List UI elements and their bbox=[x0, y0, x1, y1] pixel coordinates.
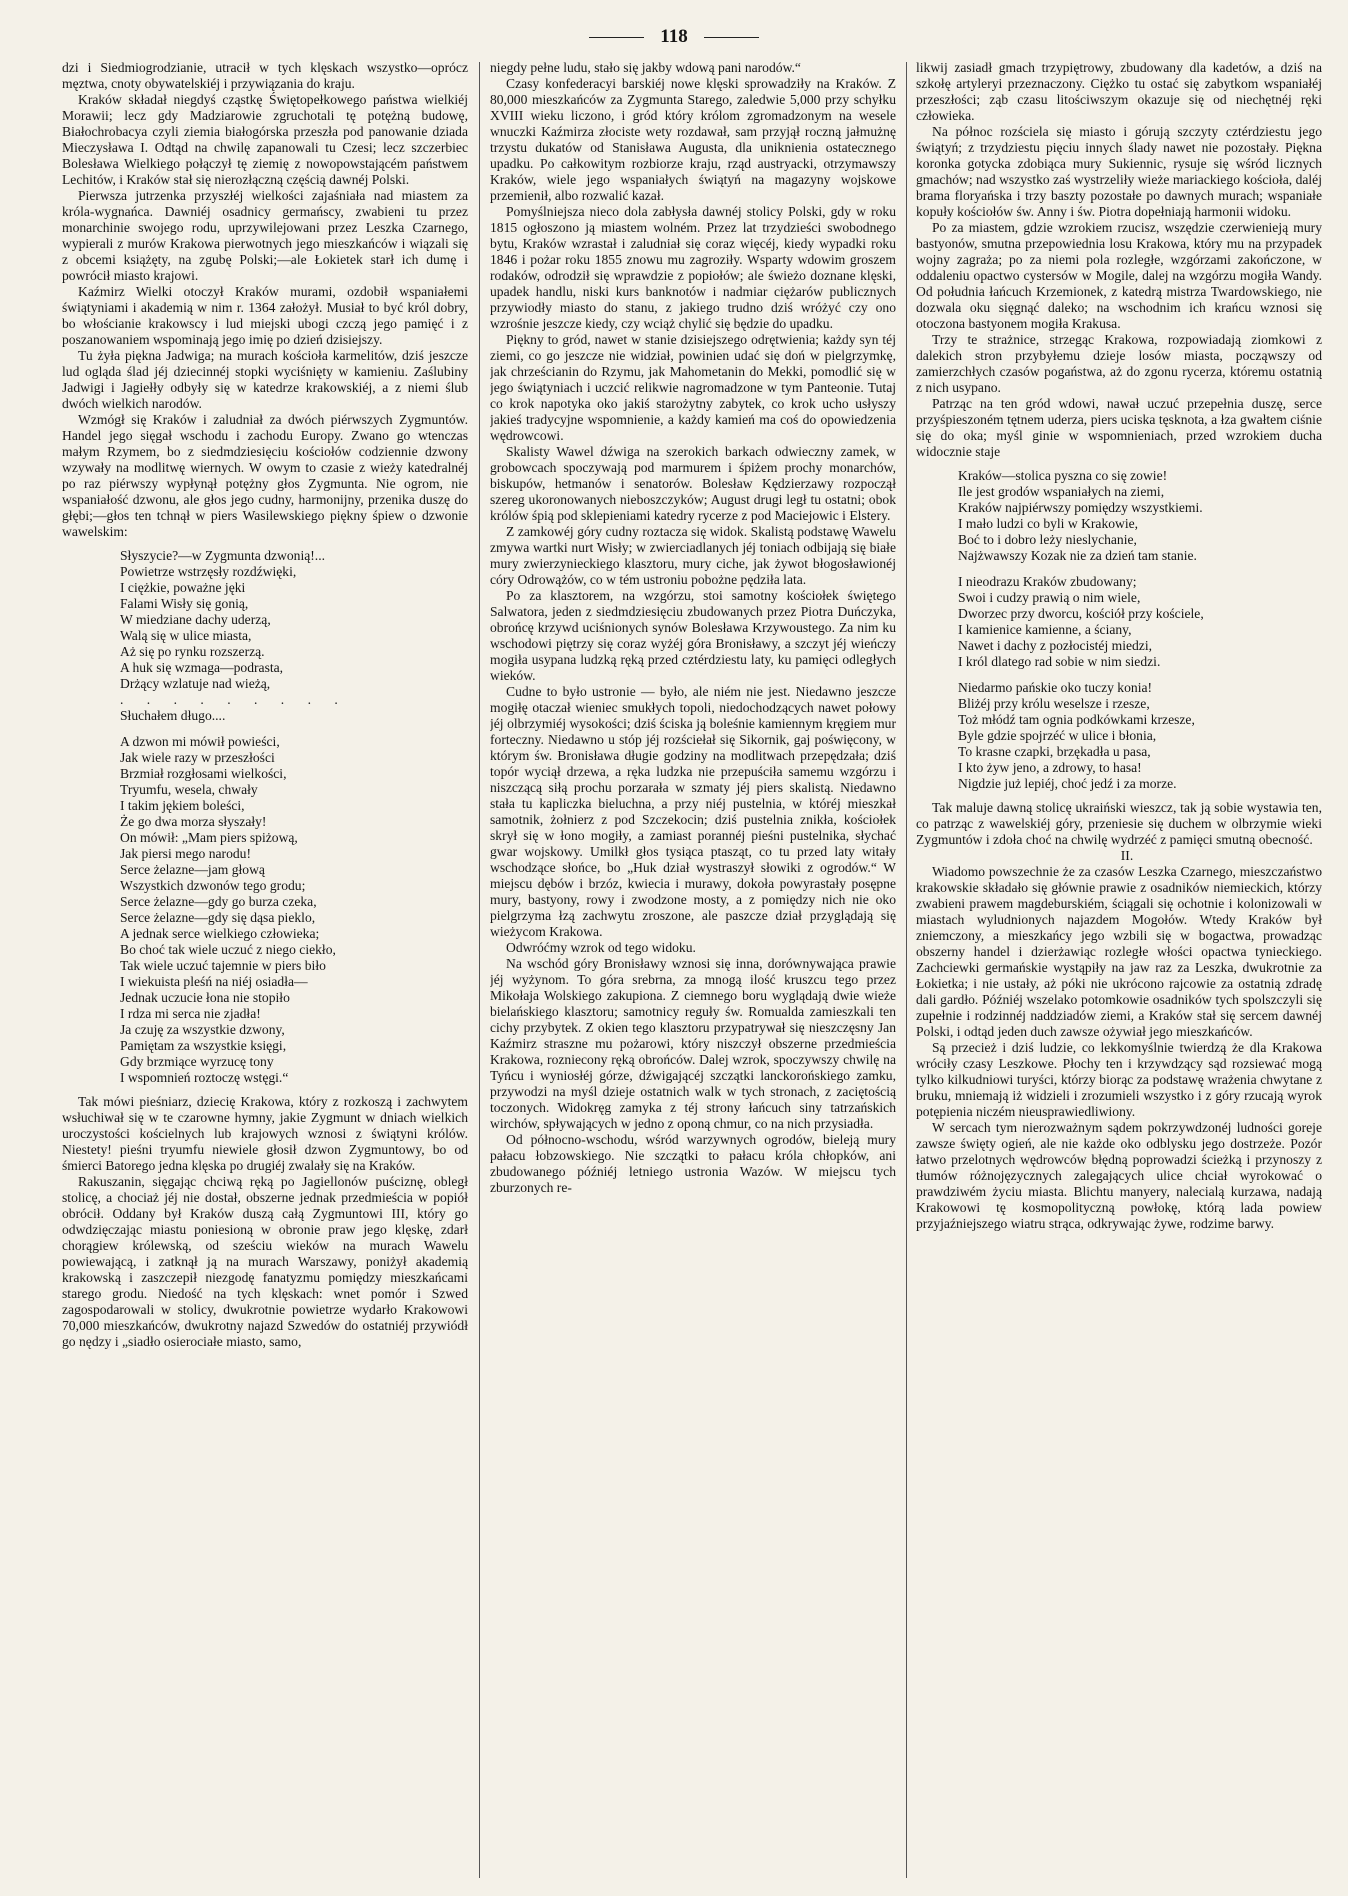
paragraph: Tu żyła piękna Jadwiga; na murach kościoła karmelitów, dziś jeszcze lud ogląda ślad jéj dziecinnéj stopki wyciśnięty w kamieniu. Zaślubiny Jadwigi i Jagiełły odbyły się w katedrze krakowskiéj, a z niemi ślub dwóch wielkich narodów. bbox=[62, 348, 468, 411]
poem-line: Pamiętam za wszystkie księgi, bbox=[120, 1038, 287, 1053]
paragraph: Skalisty Wawel dźwiga na szerokich barkach odwieczny zamek, w grobowcach spoczywają pod marmurem i śpiżem prochy monarchów, biskupów, hetmanów i senatorów. Bolesław Kędzierzawy rozpoczął szereg ukoronowanych nieboszczyków; August drugi legł tu ostatni; obok królów śpią pod sklepieniami katedry rycerze z pod Maciejowic i Elstery. bbox=[490, 444, 896, 523]
poem-line: Walą się w ulice miasta, bbox=[120, 628, 252, 643]
poem-line: Gdy brzmiące wyrzucę tony bbox=[120, 1054, 274, 1069]
page-number: 118 bbox=[660, 26, 688, 47]
poem-line: I wiekuista pleśń na niéj osiadła— bbox=[120, 974, 308, 989]
poem-line: Serce żelazne—jam głową bbox=[120, 862, 265, 877]
header-rule-left bbox=[589, 37, 644, 38]
text-column-2 bbox=[490, 60, 896, 1880]
header-rule-right bbox=[704, 37, 759, 38]
poem-line: I mało ludzi co byli w Krakowie, bbox=[958, 516, 1139, 531]
poem-line: Byle gdzie spojrzéć w ulice i błonia, bbox=[958, 728, 1157, 743]
page-header bbox=[0, 22, 1348, 52]
paragraph: Na północ rozściela się miasto i górują szczyty cztérdziestu jego świątyń; z trzydziestu pięciu innych ślady nawet nie pozostały. Piękna koronka gotycka zdobiąca mury Sukiennic, rysuje się wśród licznych gmachów; nad wszystko zaś wystrzeliły wieże mariackiego kościoła, daléj brama floryańska i trzy baszty pozostałe po dawnych murach; wspaniałe kopuły kościołów św. Anny i św. Piotra dopełniają harmonii widoku. bbox=[916, 124, 1322, 219]
poem-line: A dzwon mi mówił powieści, bbox=[120, 734, 280, 749]
poem-line: A jednak serce wielkiego człowieka; bbox=[120, 926, 320, 941]
poem-line: I nieodrazu Kraków zbudowany; bbox=[958, 574, 1137, 589]
poem-line: Dworzec przy dworcu, kościół przy kościele, bbox=[958, 606, 1204, 621]
poem-line: Tryumfu, wesela, chwały bbox=[120, 782, 258, 797]
poem-line: Że go dwa morza słyszały! bbox=[120, 814, 267, 829]
poem-line: Ja czuję za wszystkie dzwony, bbox=[120, 1022, 285, 1037]
paragraph: niegdy pełne ludu, stało się jakby wdową pani narodów.“ bbox=[490, 60, 801, 75]
paragraph: Po za klasztorem, na wzgórzu, stoi samotny kościołek świętego Salwatora, jeden z siedmdziesięciu zbudowanych przez Piotra Duńczyka, obrońcę krzywd uciśnionych synów Bolesława Krzywoustego. Za nim ku wschodowi piętrzy się coraz wyżéj góra Bronisławy, a szczyt jéj wieńczy mogiła usypana ludzką ręką przed cztérdziestu laty, ku pamięci odległych wieków. bbox=[490, 588, 896, 683]
poem-line: W miedziane dachy uderzą, bbox=[120, 612, 271, 627]
poem-line: I takim jękiem boleści, bbox=[120, 798, 245, 813]
poem-line: Serce żelazne—gdy go burza czeka, bbox=[120, 894, 317, 909]
poem-line: I kto żyw jeno, a zdrowy, to hasa! bbox=[958, 760, 1142, 775]
poem-line: Nawet i dachy z pozłocistéj miedzi, bbox=[958, 638, 1153, 653]
paragraph: dzi i Siedmiogrodzianie, utracił w tych klęskach wszystko—oprócz męztwa, cnoty obywatelskiéj i przywiązania do kraju. bbox=[62, 60, 468, 91]
paragraph: Wzmógł się Kraków i zaludniał za dwóch piérwszych Zygmuntów. Handel jego sięgał wschodu i zachodu Europy. Zwano go wtenczas małym Rzymem, bo z siedmdziesięciu kościołów codziennie dzwony wzywały na modlitwę wiernych. W owym to czasie z wieży katedralnéj po raz piérwszy wypłynął potężny głos Zygmunta. Nie ogrom, nie wspaniałość dzwonu, ale głos jego cudny, harmonijny, przenika duszę do głębi;—głos ten tchnął w piers Wasilewskiego piękny śpiew o dzwonie wawelskim: bbox=[62, 412, 468, 539]
paragraph: Z zamkowéj góry cudny roztacza się widok. Skalistą podstawę Wawelu zmywa wartki nurt Wisły; w zwierciadlanych jéj toniach odbijają się białe mury zwierzynieckiego klasztoru, mury ciche, jak żywot błogosławionéj córy Odrowążów, co w tém ustroniu pobożne pędziła lata. bbox=[490, 524, 896, 587]
column-divider bbox=[906, 62, 907, 1878]
poem-line: Ile jest grodów wspaniałych na ziemi, bbox=[958, 484, 1165, 499]
paragraph: Kaźmirz Wielki otoczył Kraków murami, ozdobił wspaniałemi świątyniami i akademią w nim r. 1364 założył. Musiał to być król dobry, bo włościanie krakowscy i lud miejski ubogi czczą jego pamięć i z poszanowaniem wspominają jego imię po dzień dzisiejszy. bbox=[62, 284, 468, 347]
poem-line: Niedarmo pańskie oko tuczy konia! bbox=[958, 680, 1153, 695]
poem-line: Słuchałem długo.... bbox=[120, 708, 226, 723]
paragraph: Odwróćmy wzrok od tego widoku. bbox=[506, 940, 696, 955]
poem-line: Boć to i dobro leży nieslychanie, bbox=[958, 532, 1137, 547]
poem bbox=[62, 548, 468, 1086]
poem-line: I wspomnień roztoczę wstęgi.“ bbox=[120, 1070, 289, 1085]
poem-line: I rdza mi serca nie zjadła! bbox=[120, 1006, 261, 1021]
paragraph: Po za miastem, gdzie wzrokiem rzucisz, wszędzie czerwienieją mury bastyonów, smutna przepowiednia losu Krakowa, który mu na przypadek wojny zagraża; po za niemi pola rozległe, wzgórzami zakończone, w oddaleniu opactwo cystersów w Mogile, dalej na wzgórzu mogiła Wandy. Od południa łańcuch Krzemionek, z katedrą mistrza Twardowskiego, nie dozwala oku sięgnąć daleko; na wschodnim ich krańcu wznosi się otoczona bastyonem mogiła Krakusa. bbox=[916, 220, 1322, 331]
poem-line: Drżący wzlatuje nad wieżą, bbox=[120, 676, 271, 691]
poem-line: Aż się po rynku rozszerzą. bbox=[120, 644, 265, 659]
stanza-break bbox=[958, 564, 1322, 574]
poem-line: I król dlatego rad sobie w nim siedzi. bbox=[958, 654, 1161, 669]
paragraph: Piękny to gród, nawet w stanie dzisiejszego odrętwienia; każdy syn téj ziemi, co go jeszcze nie widział, powinien udać się doń w pielgrzymkę, jak chrześcianin do Rzymu, jak Mahometanin do Mekki, pomodlić się w jego świątyniach i uczcić relikwie nagromadzone w tym Panteonie. Tutaj co krok napotyka oko jakiś starożytny zabytek, co krok ucho usłyszy jakieś tradycyjne wspomnienie, a każdy kamień ma coś do opowiedzenia wędrowcowi. bbox=[490, 332, 896, 443]
stanza-break bbox=[120, 724, 468, 734]
paragraph: Kraków składał niegdyś cząstkę Świętopełkowego państwa wielkiéj Morawii; lecz gdy Madziarowie zgruchotali tę potężną budowę, Białochrobacya czyli ziemia białogórska przeszła pod panowanie dziada Mieczysława I. Odtąd na chwilę zapanowali tu Czesi; lecz szczerbiec Bolesława Wielkiego połączył tę ziemię z nowopowstającém państwem Lechitów, i Kraków stał się nierozłączną częścią dawnéj Polski. bbox=[62, 92, 468, 187]
column-divider bbox=[479, 62, 480, 1878]
poem-line: Jednak uczucie łona nie stopiło bbox=[120, 990, 290, 1005]
poem-line: . . . . . . . . . bbox=[120, 692, 348, 707]
poem-line: Kraków—stolica pyszna co się zowie! bbox=[958, 468, 1168, 483]
paragraph: Patrząc na ten gród wdowi, nawał uczuć przepełnia duszę, serce przyśpieszoném tętnem uderza, piers uciska tęsknota, a łza gwałtem ciśnie się do oka; myśl ginie w wspomnieniach, przed wzrokiem ducha widocznie staje bbox=[916, 396, 1322, 459]
stanza-break bbox=[958, 670, 1322, 680]
poem-line: Najżwawszy Kozak nie za dzień tam stanie. bbox=[958, 548, 1197, 563]
poem-line: I kamienice kamienne, a ściany, bbox=[958, 622, 1132, 637]
poem-line: Falami Wisły się gonią, bbox=[120, 596, 249, 611]
paragraph: Rakuszanin, sięgając chciwą ręką po Jagiellonów puściznę, obległ stolicę, a chociaż jéj nie dostał, obszerne jednak przedmieścia w popiół obrócił. Oddany był Kraków duszą całą Zygmuntowi III, który go odwdzięczając miastu poniesioną w obronie praw jego klęskę, zdarł chorągiew królewską, od sześciu wieków na murach Wawelu powiewającą, i zatknął ją na murach Warszawy, poniżył akademią krakowską i zaszczepił niezgodę fanatyzmu pomiędzy mieszkańcami starego grodu. Niedość na tych klęskach: wnet pomór i Szwed zagospodarowali w stolicy, dwukrotnie powietrze wydarło Krakowowi 70,000 mieszkańców, dwukrotny najazd Szwedów do ostatniéj przywiódł go nędzy i „siadło osierociałe miasto, samo, bbox=[62, 1174, 468, 1349]
paragraph: Na wschód góry Bronisławy wznosi się inna, dorównywająca prawie jéj wyżynom. To góra srebrna, za mnogą ilość kruszcu tego przez Mikołaja Wolskiego zakupiona. Z ciemnego boru wyglądają dwie wieże bielańskiego klasztoru; samotnicy reguły św. Romualda zamieszkali ten cichy przybytek. Z okien tego klasztoru przypatrywał się nieszczęsny Jan Kaźmirz straszne mu pożarowi, który niszczył obszerne przedmieścia Krakowa, rozniecony ręką obrońców. Dalej wzrok, spoczywszy chwilę na Tyńcu i wyniosłéj górze, dźwigającéj szczątki lanckorońskiego zamku, przywodzi na myśl dzieje ostatnich walk w tych stronach, z zaciętością toczonych. Widokręg zamyka z téj strony łańcuch siny tatrzańskich wirchów, spływających w jedno z oponą chmur, co na nich przysiadła. bbox=[490, 956, 896, 1131]
poem-line: Brzmiał rozgłosami wielkości, bbox=[120, 766, 287, 781]
poem bbox=[916, 468, 1322, 792]
section-heading: II. bbox=[1120, 848, 1134, 863]
poem-line: Jak piersi mego narodu! bbox=[120, 846, 251, 861]
paragraph: Cudne to było ustronie — było, ale niém nie jest. Niedawno jeszcze mogiłę otaczał wieniec smukłych topoli, niedochodzących nawet połowy jéj olbrzymiéj wysokości; dziś ściska ją boleśnie kamiennym kręgiem mur forteczny. Niedawno u stóp jéj rozściełał się Sikornik, gaj poświęcony, w którym św. Bronisława długie godziny na modlitwach przepędzała; dziś topór wyciął drzewa, a ręka ludzka nie przepuściła samemu wzgórzu i niszczącą siłą prochu porzarała w szmaty jéj piers skalistą. Niedawno stała tu kapliczka bieluchna, a przy niéj pustelnia, w któréj mieszkał samotnik, żołnierz z pod Szczekocin; dziś pustelnia znikła, kościołek skrył się w łono mogiły, a zamiast porannéj pieśni pustelnika, słychać gwar wojskowy. Umilkł głos tysiąca ptasząt, co tu przed laty witały wschodzące słońce, bo „Huk dział wystraszył słowiki z ogrodów.“ W miejscu dębów i brzóz, kwiecia i murawy, dokoła powyrastały posępne mury, bastyony, rowy i zwodzone mosty, a z pomiędzy nich nie oko pielgrzyma łzą zachwytu zroszone, ale paszcze dział przyglądają się wieżycom Krakowa. bbox=[490, 684, 896, 939]
paragraph: Pomyślniejsza nieco dola zabłysła dawnéj stolicy Polski, gdy w roku 1815 ogłoszono ją miastem wolném. Przez lat trzydzieści swobodnego bytu, Kraków wzrastał i zaludniał się coraz więcéj, kiedy wypadki roku 1846 i pożar roku 1855 znowu mu zagroziły. Wsparty wdowim groszem rodaków, odrodził się wprawdzie z popiołów; ale świeżo doznane klęski, upadek handlu, niski kurs banknotów i nadmiar ciężarów publicznych przywiodły miasto do stanu, z jakiego trudno dziś wróżyć czy ono wzrośnie jeszcze kiedy, czy wciąż chylić się będzie do upadku. bbox=[490, 204, 896, 331]
paragraph: W sercach tym nierozważnym sądem pokrzywdzonéj ludności goreje zawsze święty ogień, ale nie każde oko odblysku jego dostrzeże. Pozór łatwo przelotnych wędrowców błędną poprowadzi ścieżką i przynoszy z tłumów różnojęzycznych zalegających ulice chciał wyrokować o prawdziwém życiu miasta. Blichtu manyery, nalecialą kurzawa, nadają Krakowowi tę kosmopolityczną powłokę, którą lada powiew przyjaźniejszego wiatru strąca, odkrywając żywe, rodzime barwy. bbox=[916, 1120, 1322, 1231]
paragraph: Trzy te strażnice, strzegąc Krakowa, rozpowiadają ziomkowi z dalekich stron przybyłemu dzieje losów miasta, począwszy od zamierzchłych czasów pogaństwa, aż do zgonu rycerza, któremu ostatnią z nich usypano. bbox=[916, 332, 1322, 395]
poem-line: Powietrze wstrzęsły rozdźwięki, bbox=[120, 564, 297, 579]
poem-line: A huk się wzmaga—podrasta, bbox=[120, 660, 284, 675]
poem-line: Bo choć tak wiele uczuć z niego ciekło, bbox=[120, 942, 336, 957]
poem-line: Serce żelazne—gdy się dąsa pieklo, bbox=[120, 910, 316, 925]
paragraph: Tak maluje dawną stolicę ukraiński wieszcz, tak ją sobie wystawia ten, co patrząc z wawelskiéj góry, przeniesie się duchem w olbrzymie wieki Zygmuntów i zdoła choć na chwilę wydrzéć z pamięci smutną obecność. bbox=[916, 800, 1322, 847]
paragraph: Czasy konfederacyi barskiéj nowe klęski sprowadziły na Kraków. Z 80,000 mieszkańców za Zygmunta Starego, zaledwie 5,000 przy schyłku XVIII wieku liczono, i gród który królom zgromadzonym na wesele wnuczki Kaźmirza złociste wety rozdawał, sam przyjął roczną jałmużnę trzystu dukatów od Stanisława Augusta, dla uniknienia ostatecznego upadku. Po całkowitym rozbiorze kraju, rząd austryacki, otrzymawszy Kraków, wiele jego wspaniałych świątyń na magazyny wojskowe przemienił, albo rozwalić kazał. bbox=[490, 76, 896, 203]
paragraph: Są przecież i dziś ludzie, co lekkomyślnie twierdzą że dla Krakowa wróciły czasy Leszkowe. Płochy ten i krzywdzący sąd rozsiewać mogą tylko kilkudniowi turyści, którzy biorąc za podstawę wrażenia chwytane z bruku, mniemają iż widzieli i zrozumieli wszystko i z góry rzucają wyrok potępienia niczém nieusprawiedliwiony. bbox=[916, 1040, 1322, 1119]
paragraph: Od północno-wschodu, wśród warzywnych ogrodów, bieleją mury pałacu łobzowskiego. Nie szczątki to pałacu króla chłopków, ani zbudowanego późniéj letniego ustronia Wazów. W miejscu tych zburzonych re- bbox=[490, 1132, 896, 1195]
poem-line: Jak wiele razy w przeszłości bbox=[120, 750, 275, 765]
poem-line: I ciężkie, poważne jęki bbox=[120, 580, 246, 595]
paragraph: likwij zasiadł gmach trzypiętrowy, zbudowany dla kadetów, a dziś na szkołę artyleryi przeznaczony. Ciężko tu ostać się zabytkom wspaniałéj przeszłości; ząb czasu litościwszym okazuje się od niechętnéj ręki człowieka. bbox=[916, 60, 1322, 123]
poem-line: Tak wiele uczuć tajemnie w piers biło bbox=[120, 958, 326, 973]
poem-line: Wszystkich dzwonów tego grodu; bbox=[120, 878, 306, 893]
paragraph: Pierwsza jutrzenka przyszłéj wielkości zajaśniała nad miastem za króla-wygnańca. Dawniéj osadnicy germańscy, zwabieni tu przez monarchinie swojego rodu, uprzywilejowani przez Leszka Czarnego, wypierali z murów Krakowa pierwotnych jego mieszkańców i wiązali się z obcemi książęty, na zgubę Polski;—ale Łokietek starł ich dumę i powrócił miasto krajowi. bbox=[62, 188, 468, 283]
poem-line: On mówił: „Mam piers spiżową, bbox=[120, 830, 298, 845]
poem-line: Nigdzie już lepiéj, choć jedź i za morze. bbox=[958, 776, 1177, 791]
paragraph: Wiadomo powszechnie że za czasów Leszka Czarnego, mieszczaństwo krakowskie składało się głównie prawie z osadników niemieckich, którzy zwabieni prawem magdeburskiém, ściągali się ochotnie i kolonizowali w miastach wyludnionych najazdem Mogołów. Wtedy Kraków był zniemczony, a mieszkańcy jego wzbili się w bogactwa, prowadząc obszerny handel i dzierżawiąc rozległe włości opactwa tynieckiego. Zachciewki germańskie wystąpiły na jaw raz za Leszka, dwukrotnie za Łokietka; i nie ustały, aż póki nie ukrócono rajcowie za ostatnią zdradę dali gardło. Późniéj wszelako potomkowie osadników tych spolszczyli się zupełnie i rodzinnéj naddziadów ziemi, a Kraków stał się sercem dawnéj Polski, i odtąd jeden duch zawsze ożywiał jego mieszkańców. bbox=[916, 864, 1322, 1039]
poem-line: Swoi i cudzy prawią o nim wiele, bbox=[958, 590, 1141, 605]
paragraph: Tak mówi pieśniarz, dziecię Krakowa, który z rozkoszą i zachwytem wsłuchiwał się w te czarowne hymny, jakie Zygmunt w dniach wielkich uroczystości kościelnych lub krajowych wznosi z świątyni królów. Niestety! pieśni tryumfu niewiele głosił dzwon Zygmuntowy, bo od śmierci Batorego jedna klęska po drugiéj zwalały się na Kraków. bbox=[62, 1094, 468, 1173]
poem-line: To krasne czapki, brzękadła u pasa, bbox=[958, 744, 1151, 759]
text-column-1 bbox=[62, 60, 468, 1880]
poem-line: Toż młódź tam ognia podkówkami krzesze, bbox=[958, 712, 1195, 727]
poem-line: Kraków najpiérwszy pomiędzy wszystkiemi. bbox=[958, 500, 1203, 515]
poem-line: Bliżéj przy królu weselsze i rzesze, bbox=[958, 696, 1150, 711]
text-column-3 bbox=[916, 60, 1322, 1880]
poem-line: Słyszycie?—w Zygmunta dzwonią!... bbox=[120, 548, 325, 563]
